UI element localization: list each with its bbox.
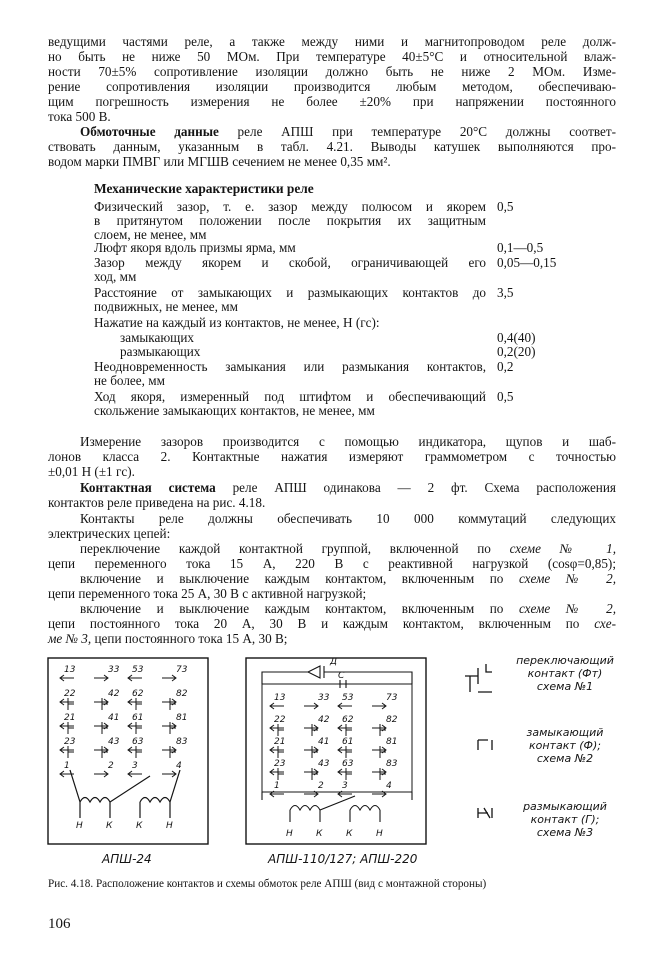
contact-number: 82: [176, 689, 188, 699]
contact-bracket: [68, 698, 74, 710]
left-frame: [48, 658, 208, 844]
contact-number: 22: [64, 689, 76, 699]
contact-system-line-1: [80, 480, 616, 495]
winding-text-1: реле АПШ при температуре 20°С должны соответ-: [218, 124, 616, 139]
switching-line-1: Контакты реле должны обеспечивать 10 000 коммутаций следующих: [80, 511, 616, 526]
contact-number: 62: [342, 715, 354, 725]
contact-arrow: [128, 771, 142, 777]
contact-number: 1: [274, 781, 280, 791]
circuit3-scheme-3: ме № 3,: [48, 631, 92, 646]
contact-arrow: [94, 675, 108, 681]
contact-number: 63: [132, 737, 144, 747]
contact-number: 53: [342, 693, 354, 703]
legend-line: схема №3: [536, 826, 594, 839]
measure-line-3: ±0,01 Н (±1 гс).: [48, 464, 135, 479]
mech-row-value: 0,5: [497, 389, 514, 404]
make-contact-icon: [478, 740, 492, 750]
switching-line-2: электрических цепей:: [48, 526, 171, 541]
contact-number: 81: [386, 737, 398, 747]
coil-label: Н: [376, 829, 383, 839]
contact-number: 61: [132, 713, 144, 723]
contact-number: 13: [64, 665, 76, 675]
legend-line: замыкающий: [526, 726, 604, 739]
intro-line-3: ности 70±5% сопротивление изоляции должно быть не ниже 2 МОм. Изме-: [48, 64, 616, 79]
mech-row-label: размыкающих: [120, 344, 201, 359]
contact-number: 1: [64, 761, 70, 771]
changeover-contact-icon: [465, 664, 492, 692]
contact-system-line-2: контактов реле приведена на рис. 4.18.: [48, 495, 266, 510]
coil-label: Н: [166, 821, 173, 831]
contact-number: 42: [318, 715, 330, 725]
contact-arrow: [162, 675, 176, 681]
circuit2-line-2: цепи переменного тока 25 А, 30 В с активной нагрузкой;: [48, 586, 367, 601]
break-contact-icon: [478, 808, 492, 818]
left-contacts: [60, 665, 188, 777]
contact-number: 13: [274, 693, 286, 703]
contact-bracket: [278, 724, 284, 736]
mech-row-value: 0,2: [497, 359, 514, 374]
contact-arrow: [372, 703, 386, 709]
left-coil-1: [80, 798, 110, 803]
contact-number: 41: [108, 713, 120, 723]
circuit3-line-2: [48, 616, 616, 631]
coil-lead: [70, 770, 80, 802]
contact-number: 23: [274, 759, 286, 769]
circuit3-scheme-2: схе-: [594, 616, 616, 631]
coil-label: К: [316, 829, 323, 839]
contact-number: 4: [386, 781, 392, 791]
contact-number: 3: [342, 781, 348, 791]
circuit2-line-1: [80, 571, 616, 586]
contact-bracket: [136, 746, 142, 758]
legend-make: [505, 726, 625, 765]
left-figure-caption: АПШ-24: [102, 852, 152, 866]
legend-symbols: [465, 664, 492, 818]
mech-row-value: 0,2(20): [497, 344, 536, 359]
left-coils: [70, 770, 180, 818]
mech-row-label: Люфт якоря вдоль призмы ярма, мм: [94, 240, 296, 255]
mech-row-label: Неодновременность замыкания или размыкания контактов,: [94, 359, 486, 374]
right-coil-1: [290, 806, 320, 811]
contact-number: 73: [386, 693, 398, 703]
contact-system-heading: Контактная система: [80, 480, 216, 495]
contact-number: 3: [132, 761, 138, 771]
winding-line-1: [80, 124, 616, 139]
contact-number: 21: [64, 713, 76, 723]
contact-bracket: [346, 724, 352, 736]
contact-number: 83: [386, 759, 398, 769]
legend-line: контакт (Фт): [527, 667, 603, 680]
right-figure-caption: АПШ-110/127; АПШ-220: [268, 852, 418, 866]
winding-line-3: водом марки ПМВГ или МГШВ сечением не менее 0,35 мм².: [48, 154, 391, 169]
circuit3-text-3: цепи постоянного тока 15 А, 30 В;: [91, 631, 288, 646]
circuit1-line-1: [80, 541, 616, 556]
mech-row-label: скольжение замыкающих контактов, не менее, мм: [94, 403, 375, 418]
contact-arrow: [60, 675, 74, 681]
figure-caption: Рис. 4.18. Расположение контактов и схемы обмоток реле АПШ (вид с монтажной стороны): [48, 878, 487, 890]
contact-number: 33: [108, 665, 120, 675]
winding-heading: Обмоточные данные: [80, 124, 219, 139]
mech-row-label: Физический зазор, т. е. зазор между полюсом и якорем: [94, 199, 486, 214]
mech-title: Механические характеристики реле: [94, 181, 314, 196]
mech-row-value: 0,4(40): [497, 330, 536, 345]
coil-label: Н: [76, 821, 83, 831]
contact-bracket: [136, 722, 142, 734]
contact-number: 23: [64, 737, 76, 747]
mech-row-label: Зазор между якорем и скобой, ограничивающей его: [94, 255, 486, 270]
contact-bracket: [278, 746, 284, 758]
contact-bracket: [68, 746, 74, 758]
contact-bracket: [136, 698, 142, 710]
diode-label: Д: [330, 657, 338, 667]
legend-line: контакт (Г);: [530, 813, 600, 826]
contact-arrow: [162, 771, 176, 777]
mech-row-label: Расстояние от замыкающих и размыкающих контактов до: [94, 285, 486, 300]
contact-number: 41: [318, 737, 330, 747]
mech-row-value: 0,1—0,5: [497, 240, 544, 255]
diode-symbol: [308, 666, 320, 678]
contact-number: 22: [274, 715, 286, 725]
legend-line: контакт (Ф);: [528, 739, 602, 752]
circuit3-line-1: [80, 601, 616, 616]
contact-bracket: [346, 746, 352, 758]
contact-number: 83: [176, 737, 188, 747]
mech-row-value: 0,5: [497, 199, 514, 214]
legend-changeover: [505, 654, 625, 693]
circuit3-scheme: схеме № 2,: [518, 601, 616, 616]
contact-arrow: [270, 703, 284, 709]
legend-line: размыкающий: [523, 800, 607, 813]
page-number: 106: [48, 916, 71, 932]
intro-line-1: ведущими частями реле, а также между ними и магнитопроводом реле долж-: [48, 34, 616, 49]
contact-number: 53: [132, 665, 144, 675]
contact-bracket: [278, 768, 284, 780]
contact-arrow: [128, 675, 142, 681]
contact-bracket: [346, 768, 352, 780]
mech-row-label: ход, мм: [94, 269, 137, 284]
circuit3-text: включение и выключение каждым контактом, включенным по: [80, 601, 519, 616]
contact-number: 73: [176, 665, 188, 675]
contact-arrow: [94, 771, 108, 777]
mech-row-label: замыкающих: [120, 330, 194, 345]
circuit2-scheme: схеме № 2,: [518, 571, 616, 586]
contact-arrow: [338, 703, 352, 709]
circuit1-scheme: схеме № 1,: [509, 541, 616, 556]
coil-label: К: [346, 829, 353, 839]
contact-number: 81: [176, 713, 188, 723]
intro-line-6: тока 500 В.: [48, 109, 111, 124]
mech-row-label: Ход якоря, измеренный под штифтом и обеспечивающий: [94, 389, 486, 404]
contact-number: 82: [386, 715, 398, 725]
contact-number: 62: [132, 689, 144, 699]
mech-row-label: слоем, не менее, мм: [94, 227, 207, 242]
contact-number: 63: [342, 759, 354, 769]
coil-label: К: [136, 821, 143, 831]
contact-number: 61: [342, 737, 354, 747]
right-frame: [246, 658, 426, 844]
intro-line-5: щим погрешность измерения не более ±20% при напряжении постоянного: [48, 94, 616, 109]
circuit1-text: переключение каждой контактной группой, включенной по: [80, 541, 510, 556]
mech-row-label: подвижных, не менее, мм: [94, 299, 238, 314]
coil-label: К: [106, 821, 113, 831]
left-coil-2: [140, 798, 170, 803]
measure-line-1: Измерение зазоров производится с помощью индикатора, щупов и шаб-: [80, 434, 616, 449]
contact-number: 42: [108, 689, 120, 699]
mech-row-value: 0,05—0,15: [497, 255, 557, 270]
mech-row-label: не более, мм: [94, 373, 165, 388]
circuit3-text-2: цепи постоянного тока 20 А, 30 В и каждым контактом, включенным по: [48, 616, 595, 631]
right-coil-2: [350, 806, 380, 811]
circuit2-text: включение и выключение каждым контактом, включенным по: [80, 571, 519, 586]
legend-line: схема №2: [536, 752, 594, 765]
circuit1-line-2: цепи переменного тока 15 А, 220 В с реактивной нагрузкой (cosφ=0,85);: [48, 556, 616, 571]
legend-break: [505, 800, 625, 839]
winding-line-2: ствовать данным, указанным в табл. 4.21. Выводы катушек выполняются про-: [48, 139, 616, 154]
contact-number: 21: [274, 737, 286, 747]
contact-number: 33: [318, 693, 330, 703]
contact-number: 43: [108, 737, 120, 747]
contact-bracket: [68, 722, 74, 734]
mech-row-value: 3,5: [497, 285, 514, 300]
contact-system-text-1: реле АПШ одинакова — 2 фт. Схема расположения: [215, 480, 616, 495]
intro-line-4: рение сопротивления изоляции производится любым методом, обеспечиваю-: [48, 79, 616, 94]
measure-line-2: лонов класса 2. Контактные нажатия измеряют граммометром с точностью: [48, 449, 616, 464]
mech-row-label: в притянутом положении после покрытия их защитным: [94, 213, 486, 228]
capacitor-label: С: [338, 671, 345, 681]
legend-line: схема №1: [536, 680, 594, 693]
contact-number: 2: [108, 761, 114, 771]
contact-number: 4: [176, 761, 182, 771]
intro-line-2: но быть не ниже 50 МОм. При температуре 40±5°С и относительной влаж-: [48, 49, 616, 64]
mech-row-label: Нажатие на каждый из контактов, не менее, Н (гс):: [94, 315, 380, 330]
legend-line: переключающий: [516, 654, 614, 667]
contact-number: 43: [318, 759, 330, 769]
coil-label: Н: [286, 829, 293, 839]
contact-arrow: [304, 703, 318, 709]
right-contacts: [270, 693, 398, 797]
circuit3-line-3: [48, 631, 287, 646]
contact-number: 2: [318, 781, 324, 791]
